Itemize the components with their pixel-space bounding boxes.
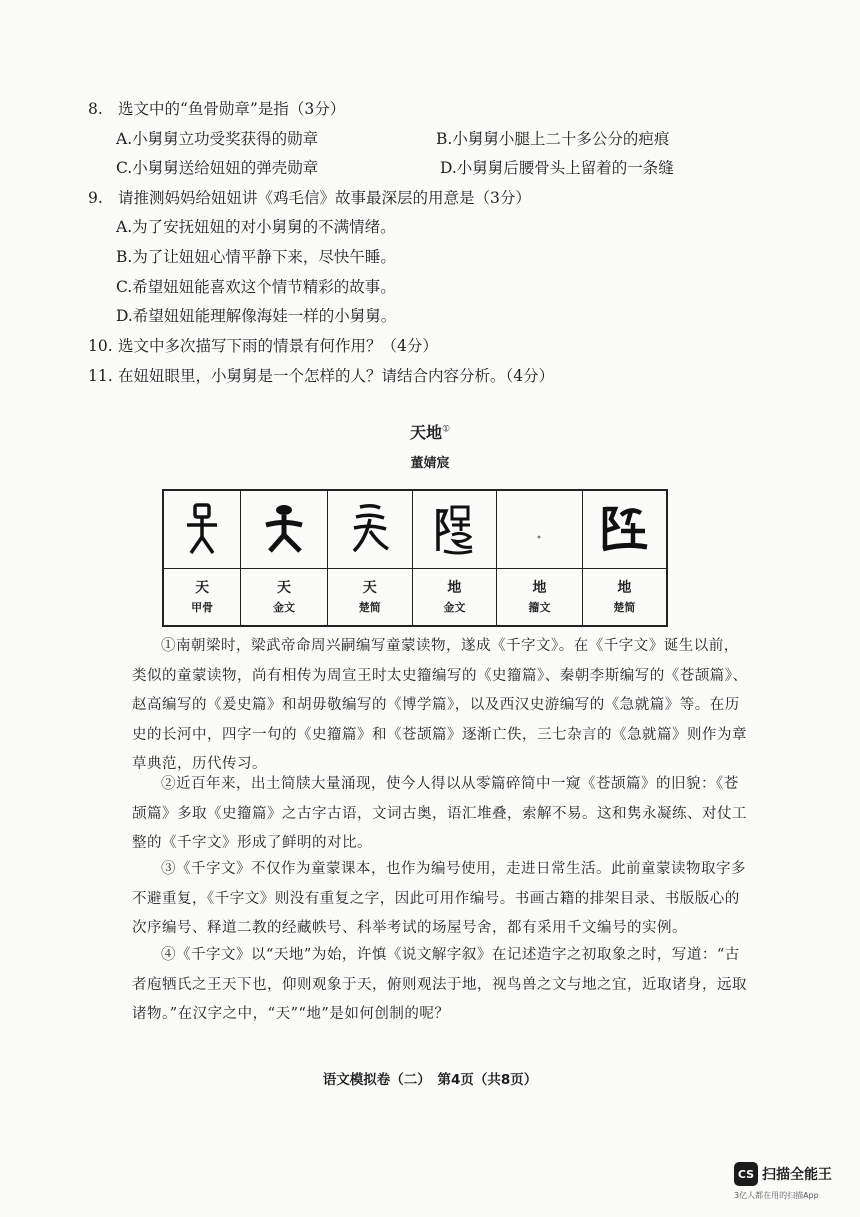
- question-number: 10.: [88, 337, 113, 355]
- oracle-bone-tian-glyph: [182, 501, 222, 557]
- glyph-cell-chu-di: [582, 490, 667, 568]
- glyph-cell-chu-tian: [327, 490, 412, 568]
- q8-option-c: C.小舅舅送给妞妞的弹壳勋章: [116, 159, 319, 177]
- article-author: 董婧宸: [410, 456, 450, 471]
- glyph-label-2: [241, 568, 328, 626]
- camscanner-logo-icon: CS: [734, 1162, 758, 1186]
- watermark-tagline: 3亿人都在用的扫描App: [734, 1191, 819, 1200]
- glyph-source: 金文: [443, 600, 466, 614]
- footnote-mark: ①: [441, 424, 451, 435]
- watermark-name: 扫描全能王: [762, 1167, 832, 1183]
- glyph-char: 天: [195, 579, 210, 596]
- q9-option-a: A.为了安抚妞妞的对小舅舅的不满情绪。: [116, 218, 396, 236]
- glyph-label-6: [582, 568, 667, 626]
- watermark-header: [734, 1162, 844, 1186]
- q8-option-d: D.小舅舅后腰骨头上留着的一条缝: [440, 159, 674, 177]
- glyph-source: 甲骨: [191, 600, 214, 614]
- question-number: 9.: [88, 189, 103, 207]
- chu-slip-di-glyph: [597, 501, 651, 557]
- bronze-di-glyph: [430, 501, 478, 557]
- q9-option-c: C.希望妞妞能喜欢这个情节精彩的故事。: [116, 278, 396, 296]
- glyph-image-row: [163, 490, 667, 568]
- paragraph-1: ①南朝梁时，梁武帝命周兴嗣编写童蒙读物，遂成《千字文》。在《千字文》诞生以前，类似的童蒙读物，尚有相传为周宣王时太史籀编写的《史籀篇》、秦朝李斯编写的《苍颉篇》、赵高编写的《爰史篇》和胡毋敬编写的《博学篇》，以及西汉史游编写的《急就篇》等。在历史的长河中，四字一句的《史籀篇》和《苍颉篇》逐渐亡佚，三七杂言的《急就篇》则作为章草典范，历代传习。: [132, 638, 748, 772]
- question-text: 选文中的“鱼骨勋章”是指（3分）: [118, 100, 346, 118]
- glyph-cell-oracle-tian: [163, 490, 241, 568]
- title-text: 天地: [409, 423, 442, 442]
- question-10: [88, 335, 438, 357]
- glyph-char: 地: [447, 579, 462, 596]
- glyph-label-row: [163, 568, 667, 626]
- paragraph-2: ②近百年来，出土简牍大量涌现，使今人得以从零篇碎简中一窥《苍颉篇》的旧貌：《苍颉篇》多取《史籀篇》之古字古语，文词古奥，语汇堆叠，索解不易。这和隽永凝练、对仗工整的《千字文》形成了鲜明的对比。: [132, 776, 747, 851]
- glyph-char: 地: [617, 579, 632, 596]
- question-8: [88, 98, 345, 120]
- glyph-table: [162, 489, 668, 627]
- glyph-cell-bronze-tian: [241, 490, 328, 568]
- chu-slip-tian-glyph: [346, 501, 394, 557]
- glyph-source: 金文: [273, 600, 296, 614]
- q9-option-b: B.为了让妞妞心情平静下来，尽快午睡。: [116, 248, 396, 266]
- question-9: [88, 187, 531, 209]
- question-text: 在妞妞眼里，小舅舅是一个怎样的人？请结合内容分析。（4分）: [118, 367, 555, 385]
- glyph-source: 籀文: [528, 600, 551, 614]
- bronze-tian-glyph: [260, 501, 308, 557]
- q9-option-d: D.希望妞妞能理解像海娃一样的小舅舅。: [116, 307, 397, 325]
- glyph-label-3: [327, 568, 412, 626]
- glyph-cell-bronze-di: [412, 490, 497, 568]
- glyph-label-4: [412, 568, 497, 626]
- question-11: [88, 365, 554, 387]
- question-text: 请推测妈妈给妞妞讲《鸡毛信》故事最深层的用意是（3分）: [118, 189, 531, 207]
- scanner-watermark: [734, 1162, 844, 1201]
- glyph-char: 天: [277, 579, 292, 596]
- glyph-label-1: [163, 568, 241, 626]
- glyph-source: 楚简: [613, 600, 636, 614]
- question-number: 11.: [88, 367, 113, 385]
- question-number: 8.: [88, 100, 103, 118]
- paragraph-3: ③《千字文》不仅作为童蒙课本，也作为编号使用，走进日常生活。此前童蒙读物取字多不避重复，《千字文》则没有重复之字，因此可用作编号。书画古籍的排架目录、书版版心的次序编号、释道二教的经藏帙号、科举考试的场屋号舍，都有采用千文编号的实例。: [132, 861, 746, 936]
- glyph-cell-zhou-di: [497, 490, 582, 568]
- glyph-char: 地: [532, 579, 547, 596]
- article-title: [0, 420, 860, 443]
- question-text: 选文中多次描写下雨的情景有何作用？（4分）: [118, 337, 438, 355]
- q8-option-a: A.小舅舅立功受奖获得的勋章: [116, 130, 319, 148]
- zhou-di-glyph-faint: [529, 501, 549, 557]
- glyph-char: 天: [362, 579, 377, 596]
- glyph-label-5: [497, 568, 582, 626]
- q8-option-b: B.小舅舅小腿上二十多公分的疤痕: [436, 130, 670, 148]
- paragraph-4: ④《千字文》以“天地”为始，许慎《说文解字叙》在记述造字之初取象之时，写道：“古者庖牺氏之王天下也，仰则观象于天，俯则观法于地，视鸟兽之文与地之宜，近取诸身，远取诸物。”在汉字之中，“天”“地”是如何创制的呢？: [132, 947, 747, 1022]
- page-footer: 语文模拟卷（二） 第4页（共8页）: [322, 1072, 538, 1088]
- glyph-source: 楚简: [358, 600, 381, 614]
